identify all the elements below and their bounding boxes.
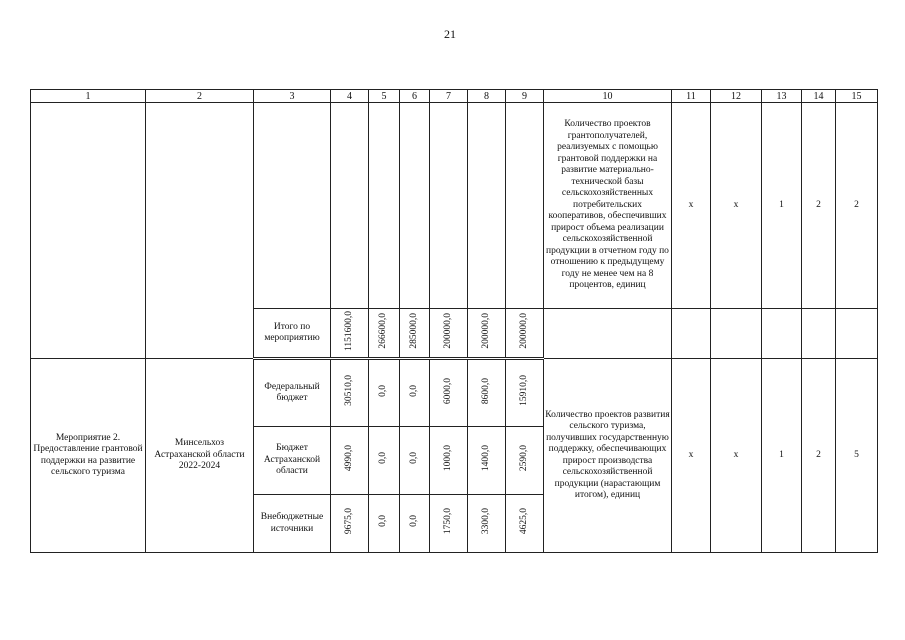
amount-value: 8600,0 xyxy=(480,377,491,404)
amount-cell xyxy=(506,359,544,427)
amount-value: 3300,0 xyxy=(480,508,491,535)
total-label: Итого по мероприятию xyxy=(254,309,331,359)
header-row xyxy=(31,90,878,103)
amount-cell xyxy=(369,495,400,553)
empty-cell xyxy=(762,309,802,359)
amount-cell xyxy=(468,427,506,495)
amount-cell xyxy=(400,427,430,495)
col-header: 8 xyxy=(468,90,506,103)
col-header: 12 xyxy=(711,90,762,103)
amount-value: 6000,0 xyxy=(442,377,453,404)
amount-cell xyxy=(430,309,468,359)
col-header: 11 xyxy=(672,90,711,103)
amount-value: 0,0 xyxy=(378,452,389,465)
value-cell: 2 xyxy=(802,103,836,309)
empty-cell xyxy=(506,103,544,309)
col-header: 10 xyxy=(544,90,672,103)
col-header: 3 xyxy=(254,90,331,103)
col-header: 15 xyxy=(836,90,878,103)
amount-cell xyxy=(506,427,544,495)
event-name: Мероприятие 2. Предоставление грантовой поддержки на развитие сельского туризма xyxy=(31,359,146,553)
amount-value: 0,0 xyxy=(378,515,389,528)
value-cell: 2 xyxy=(802,359,836,553)
amount-cell xyxy=(468,359,506,427)
empty-cell xyxy=(711,309,762,359)
empty-cell xyxy=(146,103,254,359)
amount-cell xyxy=(468,495,506,553)
col-header: 14 xyxy=(802,90,836,103)
amount-cell xyxy=(468,309,506,359)
source-label: Внебюджетные источники xyxy=(254,495,331,553)
amount-value: 4625,0 xyxy=(518,508,529,535)
amount-value: 1400,0 xyxy=(480,445,491,472)
amount-cell xyxy=(430,495,468,553)
amount-cell xyxy=(430,427,468,495)
amount-cell xyxy=(506,309,544,359)
amount-value: 15910,0 xyxy=(518,375,529,407)
amount-cell xyxy=(331,495,369,553)
empty-cell xyxy=(836,309,878,359)
value-cell: х xyxy=(711,103,762,309)
col-header: 7 xyxy=(430,90,468,103)
amount-value: 2590,0 xyxy=(518,445,529,472)
program-table xyxy=(30,89,878,553)
col-header: 5 xyxy=(369,90,400,103)
amount-value: 266600,0 xyxy=(378,312,389,349)
amount-cell xyxy=(369,427,400,495)
amount-value: 1000,0 xyxy=(442,445,453,472)
amount-value: 200000,0 xyxy=(480,312,491,349)
source-label: Федеральный бюджет xyxy=(254,359,331,427)
amount-cell xyxy=(331,427,369,495)
empty-cell xyxy=(369,103,400,309)
col-header: 2 xyxy=(146,90,254,103)
amount-value: 4990,0 xyxy=(343,445,354,472)
value-cell: х xyxy=(672,103,711,309)
empty-cell xyxy=(672,309,711,359)
amount-value: 0,0 xyxy=(408,452,419,465)
amount-cell xyxy=(506,495,544,553)
table-row xyxy=(31,359,878,427)
source-label: Бюджет Астраханской области xyxy=(254,427,331,495)
amount-value: 200000,0 xyxy=(442,312,453,349)
amount-value: 0,0 xyxy=(408,384,419,397)
value-cell: 1 xyxy=(762,359,802,553)
value-cell: 1 xyxy=(762,103,802,309)
amount-cell xyxy=(369,309,400,359)
empty-cell xyxy=(31,103,146,359)
empty-cell xyxy=(544,309,672,359)
amount-value: 0,0 xyxy=(378,384,389,397)
col-header: 4 xyxy=(331,90,369,103)
amount-cell xyxy=(331,309,369,359)
amount-cell xyxy=(331,359,369,427)
executor: Минсельхоз Астраханской области 2022-2024 xyxy=(146,359,254,553)
value-cell: 5 xyxy=(836,359,878,553)
empty-cell xyxy=(331,103,369,309)
empty-cell xyxy=(430,103,468,309)
col-header: 6 xyxy=(400,90,430,103)
amount-cell xyxy=(400,359,430,427)
amount-cell xyxy=(400,309,430,359)
table-row xyxy=(31,103,878,309)
amount-value: 30510,0 xyxy=(343,375,354,407)
indicator-cell: Количество проектов грантополучателей, реализуемых с помощью грантовой поддержки на развитие материально-технической базы сельскохозяйственных потребительских кооперативов, обеспечивших прирост объема реализации сельскохозяйственной продукции в отчетном году по отношению к предыдущему году не менее чем на 8 процентов, единиц xyxy=(544,103,672,309)
amount-value: 1750,0 xyxy=(442,508,453,535)
col-header: 9 xyxy=(506,90,544,103)
amount-cell xyxy=(430,359,468,427)
empty-cell xyxy=(468,103,506,309)
col-header: 1 xyxy=(31,90,146,103)
amount-value: 285000,0 xyxy=(408,312,419,349)
amount-value: 9675,0 xyxy=(343,508,354,535)
empty-cell xyxy=(254,103,331,309)
amount-cell xyxy=(400,495,430,553)
empty-cell xyxy=(400,103,430,309)
page-number: 21 xyxy=(444,27,456,41)
amount-value: 1151600,0 xyxy=(343,310,354,351)
value-cell: 2 xyxy=(836,103,878,309)
amount-value: 200000,0 xyxy=(518,312,529,349)
col-header: 13 xyxy=(762,90,802,103)
value-cell: х xyxy=(672,359,711,553)
empty-cell xyxy=(802,309,836,359)
value-cell: х xyxy=(711,359,762,553)
indicator-cell: Количество проектов развития сельского туризма, получивших государственную поддержку, обеспечивающих прирост производства сельскохозяйственной продукции (нарастающим итогом), единиц xyxy=(544,359,672,553)
amount-value: 0,0 xyxy=(408,515,419,528)
amount-cell xyxy=(369,359,400,427)
